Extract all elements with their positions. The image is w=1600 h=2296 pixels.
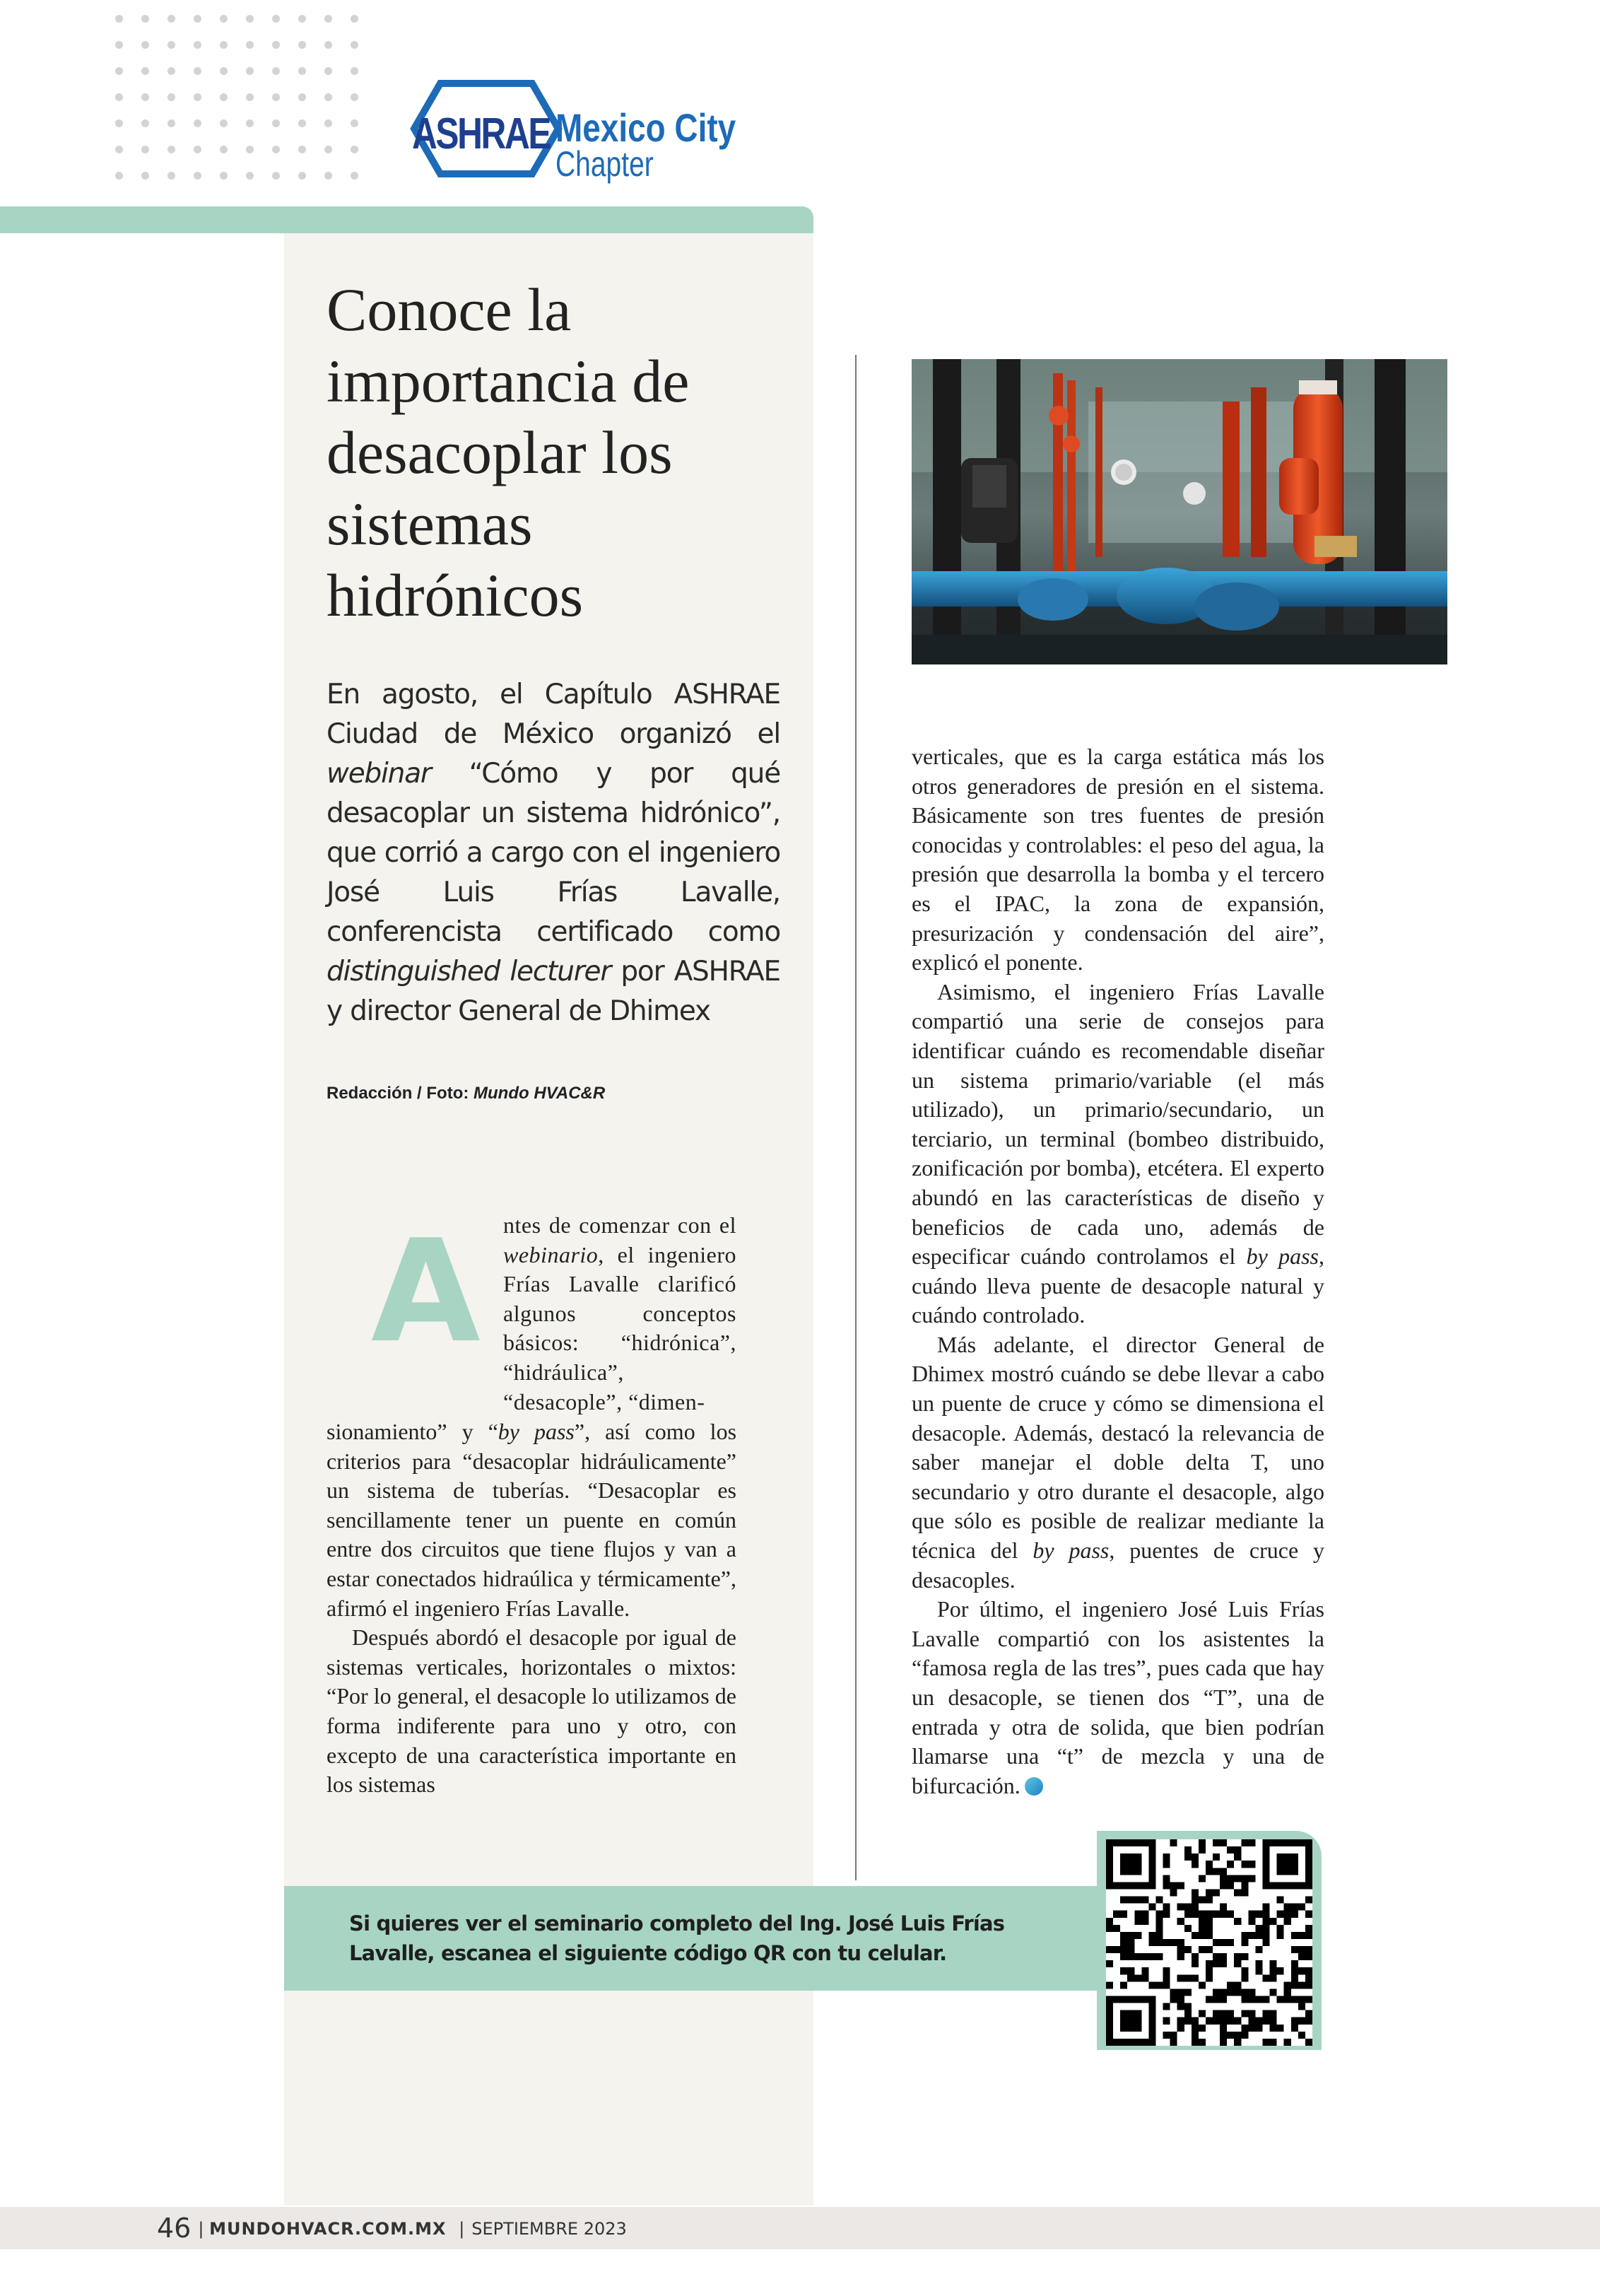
paragraph-3: verticales, que es la carga estática más los otros generadores de presión en el sistema. Básicamente son tres fuentes de presión conocidas y controlables: el peso del agua, la presión que desarrolla la bomba y el tercero es el IPAC, la zona de expansión, presurización y condensación del aire”, explicó el ponente. [912,744,1324,976]
paragraph-2: Después abordó el desacople por igual de sistemas verticales, horizontales o mixtos: “Por lo general, el desacople lo utilizamos de forma indiferente para uno y otro, con excepto de una característica importante en los sistemas [327,1624,736,1798]
accent-top-bar [0,206,813,233]
byline: Redacción / Foto: Mundo HVAC&R [327,1084,606,1103]
logo-chapter-text: Chapter [555,144,654,184]
article-photo-pipes [912,359,1447,664]
paragraph-4: Asimismo, el ingeniero Frías Lavalle compartió una serie de consejos para identificar cuándo es recomendable diseñar un sistema primario/variable (el más utilizado), un primario/secundario, un terciario, un terminal (bombeo distribuido, zonificación por bomba), etcétera. El experto abundó en las características de diseño y beneficios de cada uno, además de especificar cuándo controlamos el by pass, cuándo lleva puente de desacople natural y cuándo controlado. [912,978,1324,1328]
footer-website: MUNDOHVACR.COM.MX [209,2219,447,2239]
ashrae-logo [408,76,748,182]
article-title: Conoce la importancia de desacoplar los sistemas hidrónicos [327,276,690,629]
end-of-article-icon [1025,1777,1043,1796]
column-2-text [912,742,1324,1800]
logo-city-text: Mexico City [555,105,736,150]
article-lede: En agosto, el Capítulo ASHRAE Ciudad de México organizó el webinar “Cómo y por qué desacoplar un sistema hidrónico”, que corrió a cargo con el ingeniero José Luis Frías Lavalle, conferencista certificado como distinguished lecturer por ASHRAE y director General de Dhimex [327,679,780,1027]
footer-separator: | [198,2219,204,2239]
logo-brand-text: ASHRAE [412,110,551,158]
column-divider [855,355,857,1880]
qr-banner-text: Si quieres ver el seminario completo del Ing. José Luis Frías Lavalle, escanea el siguiente código QR con tu celular. [349,1911,1005,1965]
paragraph-6: Por último, el ingeniero José Luis Frías Lavalle compartió con los asistentes la “famosa regla de las tres”, pues cada que hay un desacople, se tienen dos “T”, una de entrada y otra de solida, que bien podrían llamarse una “t” de mezcla y una de bifurcación. [912,1596,1324,1798]
column-1-text [327,1417,736,1800]
footer-text [157,2213,627,2244]
qr-code[interactable] [1106,1839,1312,2046]
footer-date: SEPTIEMBRE 2023 [471,2219,627,2239]
footer-separator-2: | [459,2219,465,2239]
decorative-dot-grid [106,6,375,197]
page-number: 46 [157,2213,192,2244]
paragraph-5: Más adelante, el director General de Dhimex mostró cuándo se debe llevar a cabo un puente de cruce y cómo se dimensiona el desacople. Además, destacó la relevancia de saber manejar el doble delta T, uno secundario y otro durante el desacople, algo que sólo es posible de realizar mediante la técnica del by pass, puentes de cruce y desacoples. [912,1331,1325,1593]
paragraph-1-start: ntes de comenzar con el webinario, el ingeniero Frías Lavalle clarificó algunos conceptos básicos: “hidrónica”, “hidráulica”, “desacople”, “dimen- [503,1212,736,1414]
paragraph-1-continued: sionamiento” y “by pass”, así como los criterios para “desacoplar hidráulicamente” un sistema de tuberías. “Desacoplar es sencillamente tener un puente en común entre dos circuitos que tiene flujos y van a estar conectados hidraúlica y térmicamente”, afirmó el ingeniero Frías Lavalle. [327,1419,737,1621]
drop-cap: A [371,1210,481,1374]
